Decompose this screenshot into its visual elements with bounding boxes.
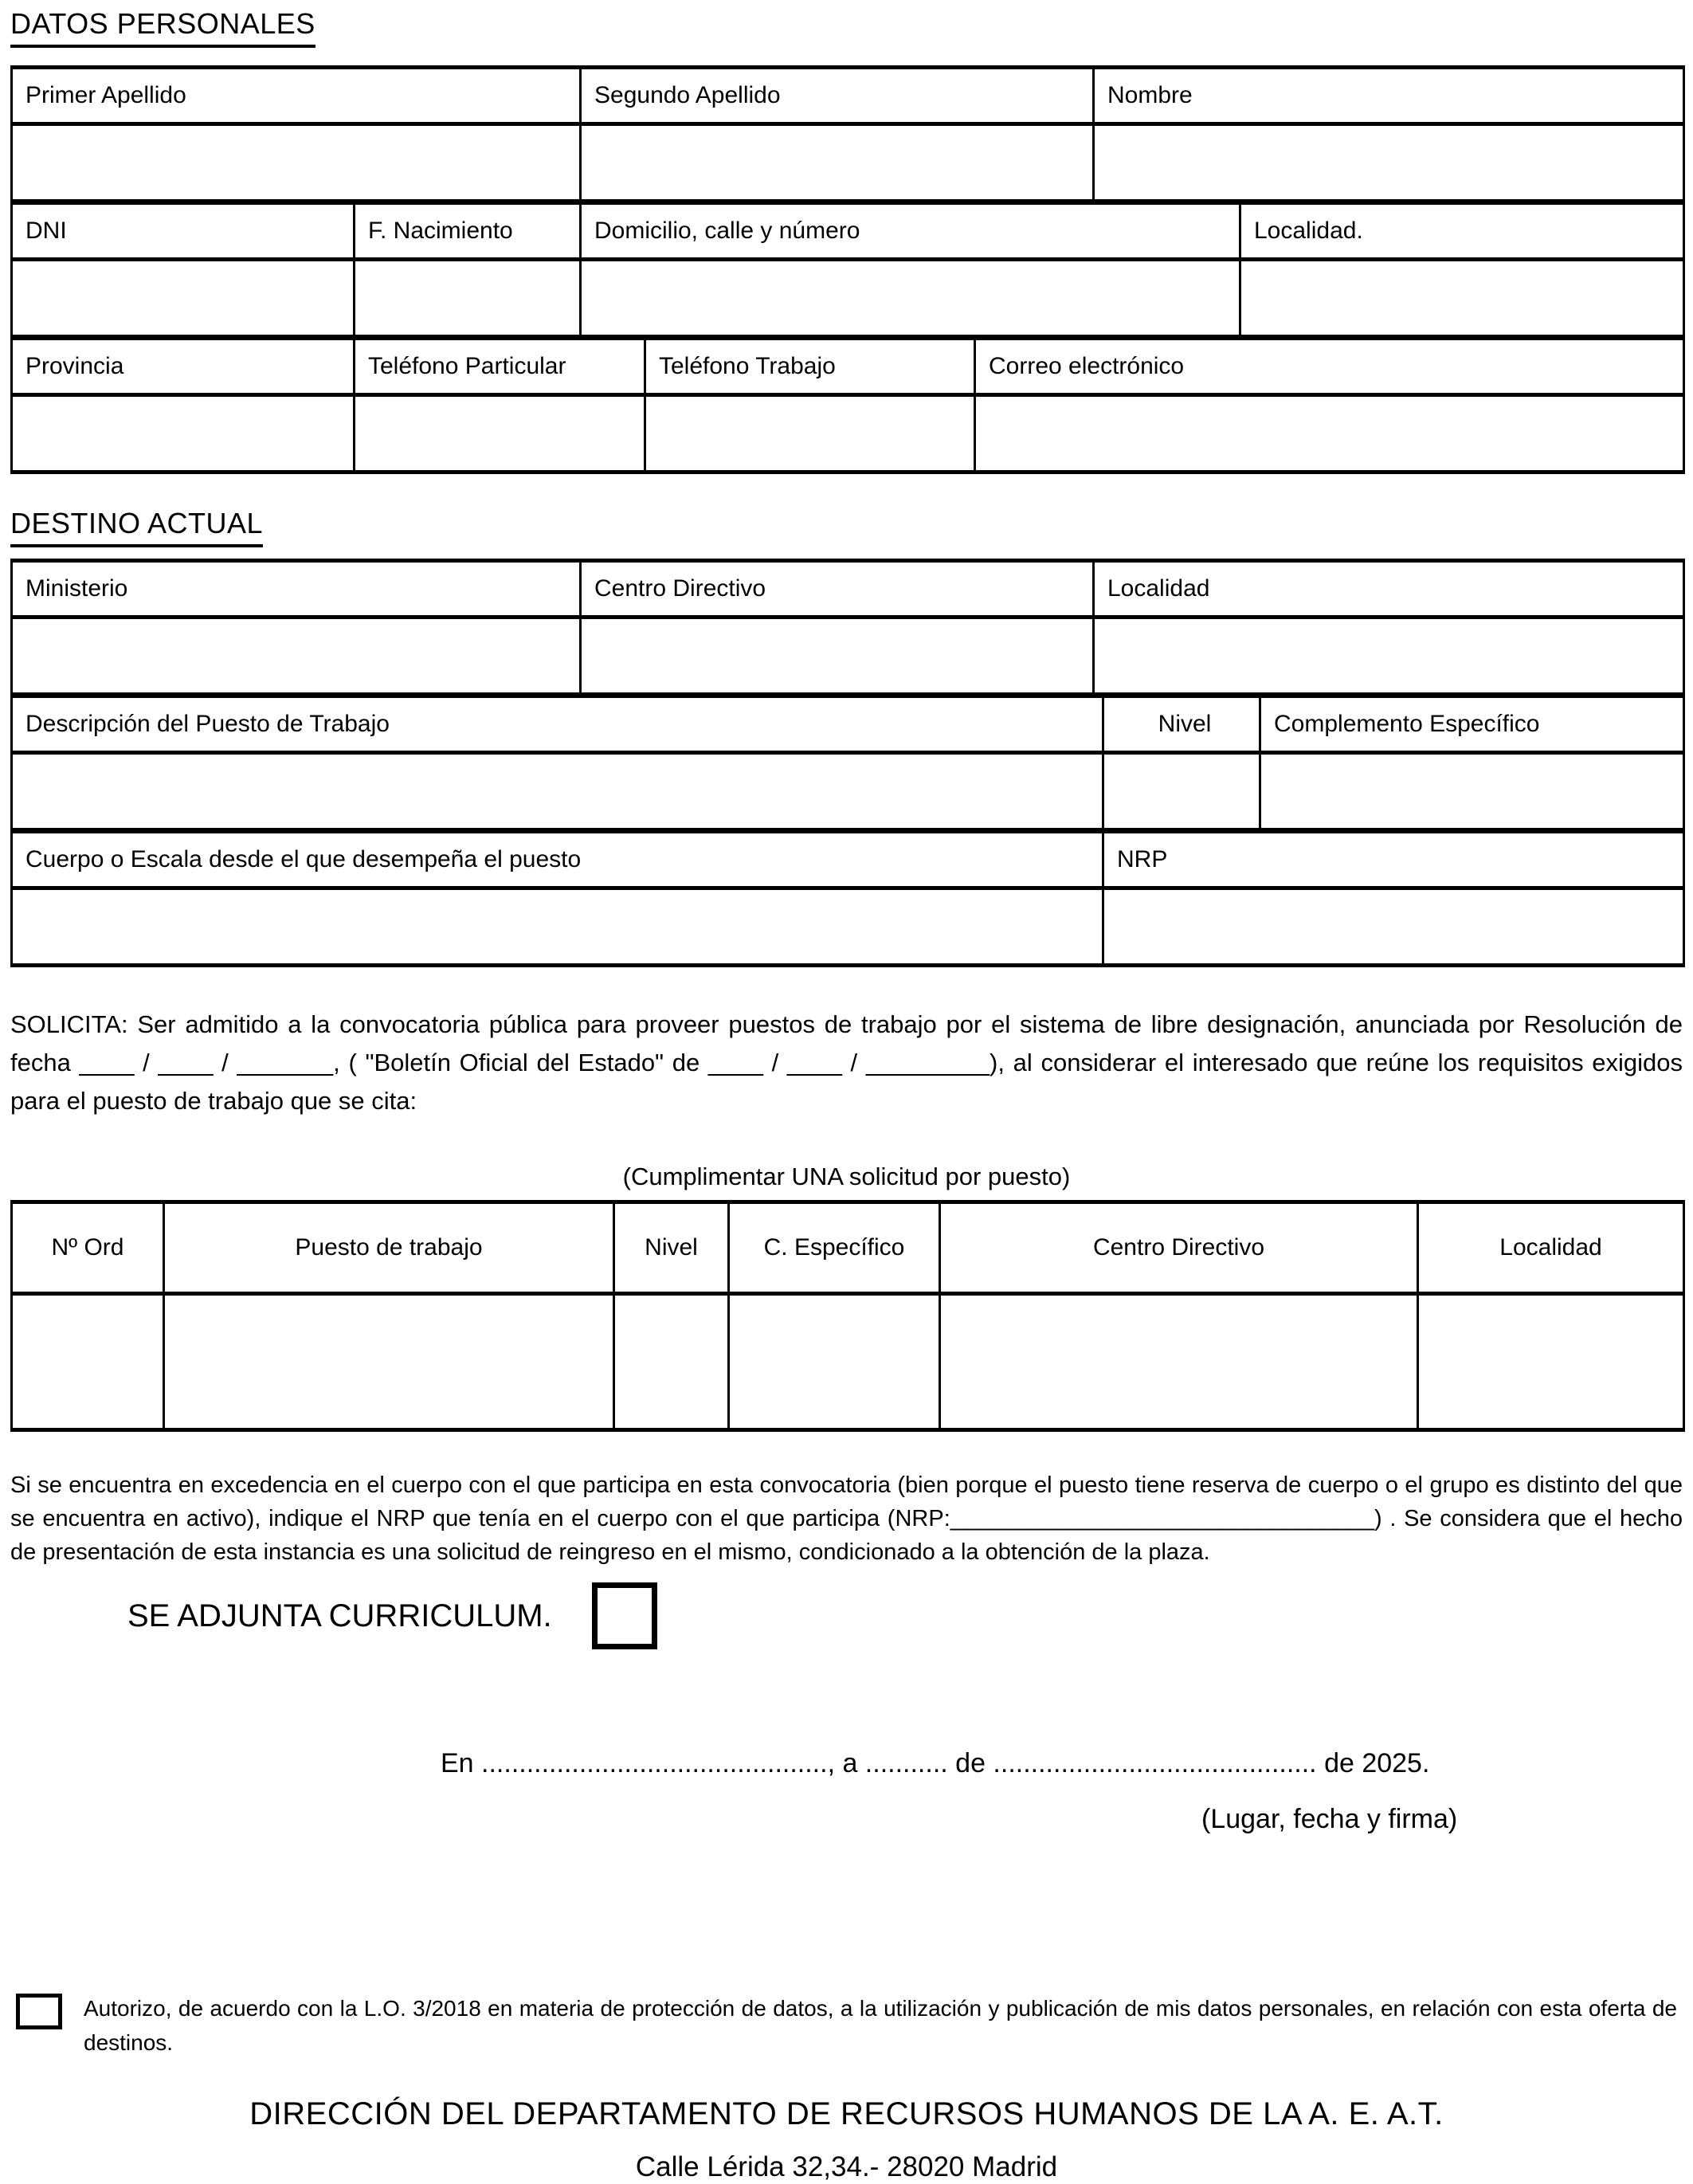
firma-note: (Lugar, fecha y firma)	[1201, 1804, 1458, 1834]
localidad-field[interactable]	[1240, 260, 1684, 337]
primer-apellido-label: Primer Apellido	[12, 68, 581, 124]
c-especifico-header: C. Específico	[729, 1202, 940, 1294]
puestos-table	[10, 1200, 1685, 1432]
nivel-puesto-header: Nivel	[614, 1202, 729, 1294]
num-ord-header: Nº Ord	[12, 1202, 164, 1294]
curriculum-label: SE ADJUNTA CURRICULUM.	[127, 1598, 552, 1633]
telefono-trabajo-field[interactable]	[645, 395, 975, 472]
complemento-especifico-label: Complemento Específico	[1260, 696, 1684, 753]
cuerpo-escala-field[interactable]	[12, 888, 1103, 966]
localidad-label: Localidad.	[1240, 203, 1684, 260]
centro-directivo-puesto-field[interactable]	[940, 1294, 1418, 1430]
f-nacimiento-field[interactable]	[355, 260, 581, 337]
footer-calle: Calle Lérida 32,34.- 28020 Madrid	[635, 2151, 1058, 2182]
destino-actual-title: DESTINO ACTUAL	[10, 506, 263, 547]
nivel-field[interactable]	[1103, 753, 1260, 830]
autorizo-row	[16, 1991, 1693, 2060]
segundo-apellido-field[interactable]	[581, 124, 1094, 202]
ministerio-field[interactable]	[12, 618, 581, 695]
domicilio-field[interactable]	[581, 260, 1240, 337]
correo-electronico-field[interactable]	[975, 395, 1684, 472]
localidad-destino-label: Localidad	[1094, 561, 1684, 618]
section-heading-datos-personales	[10, 0, 1693, 48]
date-line: En .............................................., a ........... de ........................................... de 2025.	[441, 1748, 1430, 1778]
centro-directivo-field[interactable]	[581, 618, 1094, 695]
datos-personales-table-dni	[10, 201, 1685, 339]
primer-apellido-field[interactable]	[12, 124, 581, 202]
solicita-paragraph: SOLICITA: Ser admitido a la convocatoria pública para proveer puestos de trabajo por el sistema de libre designación, anunciada por Resolución de fecha ____ / ____ / _______, ( "Boletín Oficial del Estado" de ____ / ____ / _________), al considerar el interesado que reúne los requisitos exigidos para el puesto de trabajo que se cita:	[10, 1010, 1683, 1115]
f-nacimiento-label: F. Nacimiento	[355, 203, 581, 260]
autorizo-text: Autorizo, de acuerdo con la L.O. 3/2018 en materia de protección de datos, a la utilización y publicación de mis datos personales, en relación con esta oferta de destinos.	[84, 1996, 1677, 2055]
centro-directivo-puesto-header: Centro Directivo	[940, 1202, 1418, 1294]
provincia-field[interactable]	[12, 395, 355, 472]
dni-field[interactable]	[12, 260, 355, 337]
provincia-label: Provincia	[12, 339, 355, 395]
footer-direccion: DIRECCIÓN DEL DEPARTAMENTO DE RECURSOS HUMANOS DE LA A. E. A.T.	[249, 2096, 1444, 2131]
descripcion-puesto-field[interactable]	[12, 753, 1103, 830]
curriculum-row	[127, 1582, 1693, 1650]
nivel-label: Nivel	[1103, 696, 1260, 753]
datos-personales-table-contacto	[10, 336, 1685, 474]
datos-personales-title: DATOS PERSONALES	[10, 6, 315, 48]
dni-label: DNI	[12, 203, 355, 260]
c-especifico-field[interactable]	[729, 1294, 940, 1430]
autorizo-checkbox[interactable]	[16, 1994, 62, 2029]
localidad-puesto-header: Localidad	[1418, 1202, 1684, 1294]
destino-actual-table-ministerio	[10, 559, 1685, 696]
destino-actual-table-puesto	[10, 694, 1685, 832]
curriculum-checkbox[interactable]	[592, 1582, 657, 1649]
destino-actual-table-cuerpo	[10, 829, 1685, 967]
num-ord-field[interactable]	[12, 1294, 164, 1430]
nivel-puesto-field[interactable]	[614, 1294, 729, 1430]
nombre-label: Nombre	[1094, 68, 1684, 124]
telefono-trabajo-label: Teléfono Trabajo	[645, 339, 975, 395]
puesto-trabajo-header: Puesto de trabajo	[164, 1202, 614, 1294]
datos-personales-table-apellidos	[10, 65, 1685, 203]
descripcion-puesto-label: Descripción del Puesto de Trabajo	[12, 696, 1103, 753]
nrp-field[interactable]	[1103, 888, 1684, 966]
telefono-particular-label: Teléfono Particular	[355, 339, 645, 395]
segundo-apellido-label: Segundo Apellido	[581, 68, 1094, 124]
domicilio-label: Domicilio, calle y número	[581, 203, 1240, 260]
localidad-destino-field[interactable]	[1094, 618, 1684, 695]
cuerpo-escala-label: Cuerpo o Escala desde el que desempeña el puesto	[12, 832, 1103, 888]
localidad-puesto-field[interactable]	[1418, 1294, 1684, 1430]
nombre-field[interactable]	[1094, 124, 1684, 202]
ministerio-label: Ministerio	[12, 561, 581, 618]
cumplimentar-note: (Cumplimentar UNA solicitud por puesto)	[622, 1163, 1071, 1190]
telefono-particular-field[interactable]	[355, 395, 645, 472]
puesto-trabajo-field[interactable]	[164, 1294, 614, 1430]
correo-electronico-label: Correo electrónico	[975, 339, 1684, 395]
nrp-label: NRP	[1103, 832, 1684, 888]
centro-directivo-label: Centro Directivo	[581, 561, 1094, 618]
excedencia-paragraph: Si se encuentra en excedencia en el cuerpo con el que participa en esta convocatoria (bien porque el puesto tiene reserva de cuerpo o el grupo es distinto del que se encuentra en activo), indique el NRP que tenía en el cuerpo con el que participa (NRP:_________________________________) . Se considera que el hecho de presentación de esta instancia es una solicitud de reingreso en el mismo, condicionado a la obtención de la plaza.	[10, 1472, 1683, 1565]
section-heading-destino-actual	[10, 506, 1693, 547]
complemento-especifico-field[interactable]	[1260, 753, 1684, 830]
